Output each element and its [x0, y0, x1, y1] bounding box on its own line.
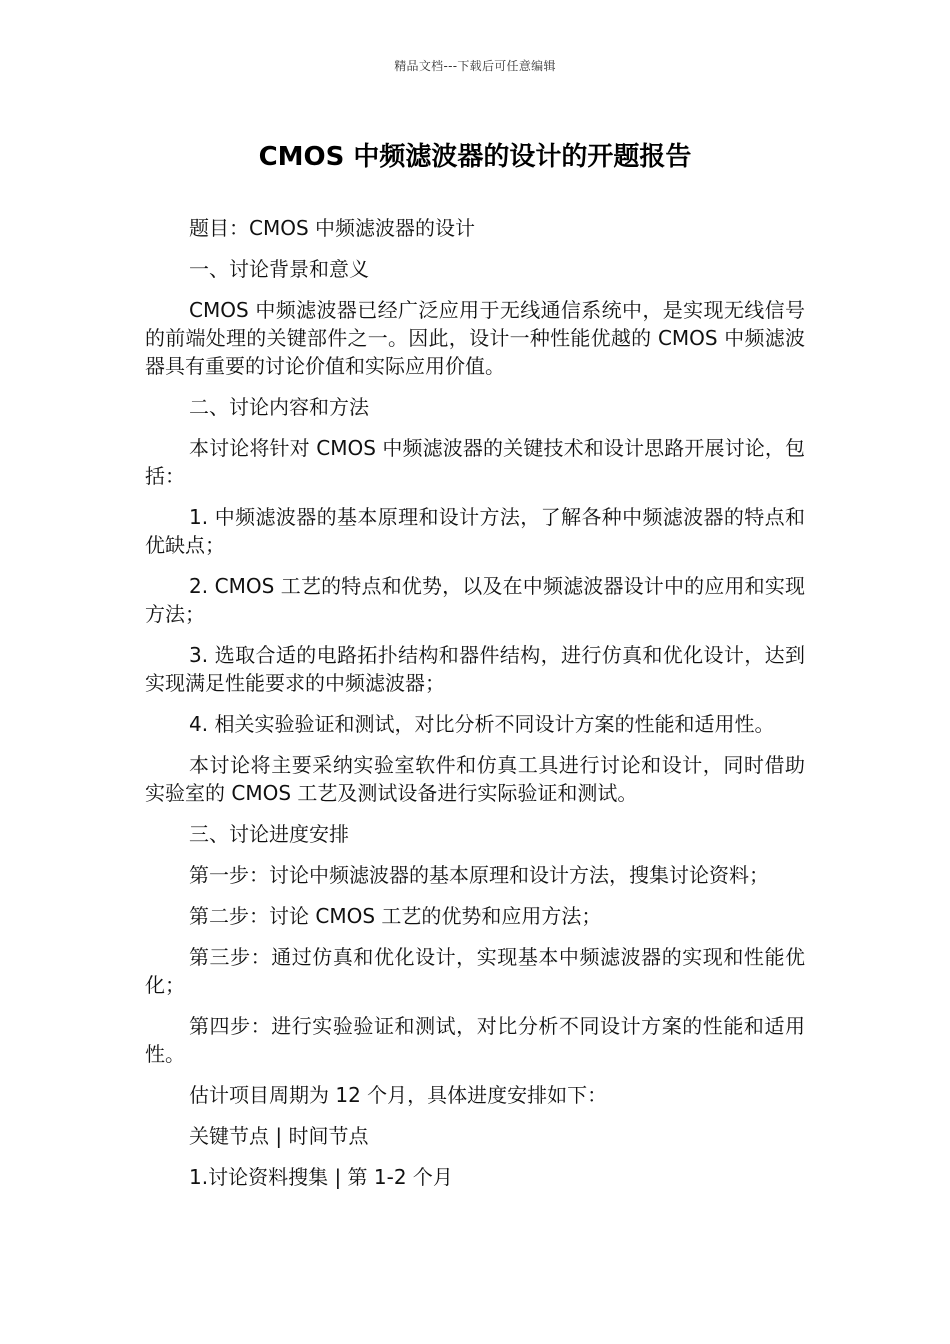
schedule-row-1: 1.讨论资料搜集 | 第 1-2 个月: [189, 1165, 453, 1189]
paragraph-schedule-intro: 估计项目周期为 12 个月，具体进度安排如下：: [189, 1083, 608, 1107]
section-heading-background: 一、讨论背景和意义: [189, 257, 369, 281]
section-heading-content-method: 二、讨论内容和方法: [189, 395, 369, 419]
step-3: 第三步：通过仿真和优化设计，实现基本中频滤波器的实现和性能优化；: [145, 945, 805, 997]
paragraph-background: CMOS 中频滤波器已经广泛应用于无线通信系统中，是实现无线信号的前端处理的关键部件之一。因此，设计一种性能优越的 CMOS 中频滤波器具有重要的讨论价值和实际应用价值。: [145, 298, 805, 378]
step-2: 第二步：讨论 CMOS 工艺的优势和应用方法；: [189, 904, 602, 928]
paragraph-topic: 题目：CMOS 中频滤波器的设计: [189, 216, 476, 240]
step-4: 第四步：进行实验验证和测试，对比分析不同设计方案的性能和适用性。: [145, 1014, 805, 1066]
list-item-4: 4. 相关实验验证和测试，对比分析不同设计方案的性能和适用性。: [189, 712, 775, 736]
paragraph-method: 本讨论将主要采纳实验室软件和仿真工具进行讨论和设计，同时借助实验室的 CMOS 工艺及测试设备进行实际验证和测试。: [145, 753, 805, 805]
section-heading-schedule: 三、讨论进度安排: [189, 822, 349, 846]
schedule-table-header: 关键节点 | 时间节点: [189, 1124, 369, 1148]
document-body: [145, 214, 805, 1204]
paragraph-content-intro: 本讨论将针对 CMOS 中频滤波器的关键技术和设计思路开展讨论，包括：: [145, 436, 805, 488]
page-header: 精品文档---下载后可任意编辑: [394, 59, 556, 73]
list-item-1: 1. 中频滤波器的基本原理和设计方法，了解各种中频滤波器的特点和优缺点；: [145, 505, 805, 557]
step-1: 第一步：讨论中频滤波器的基本原理和设计方法，搜集讨论资料；: [189, 863, 769, 887]
list-item-2: 2. CMOS 工艺的特点和优势，以及在中频滤波器设计中的应用和实现方法；: [145, 574, 805, 626]
document-title: CMOS 中频滤波器的设计的开题报告: [258, 142, 692, 172]
list-item-3: 3. 选取合适的电路拓扑结构和器件结构，进行仿真和优化设计，达到实现满足性能要求的中频滤波器；: [145, 643, 805, 695]
